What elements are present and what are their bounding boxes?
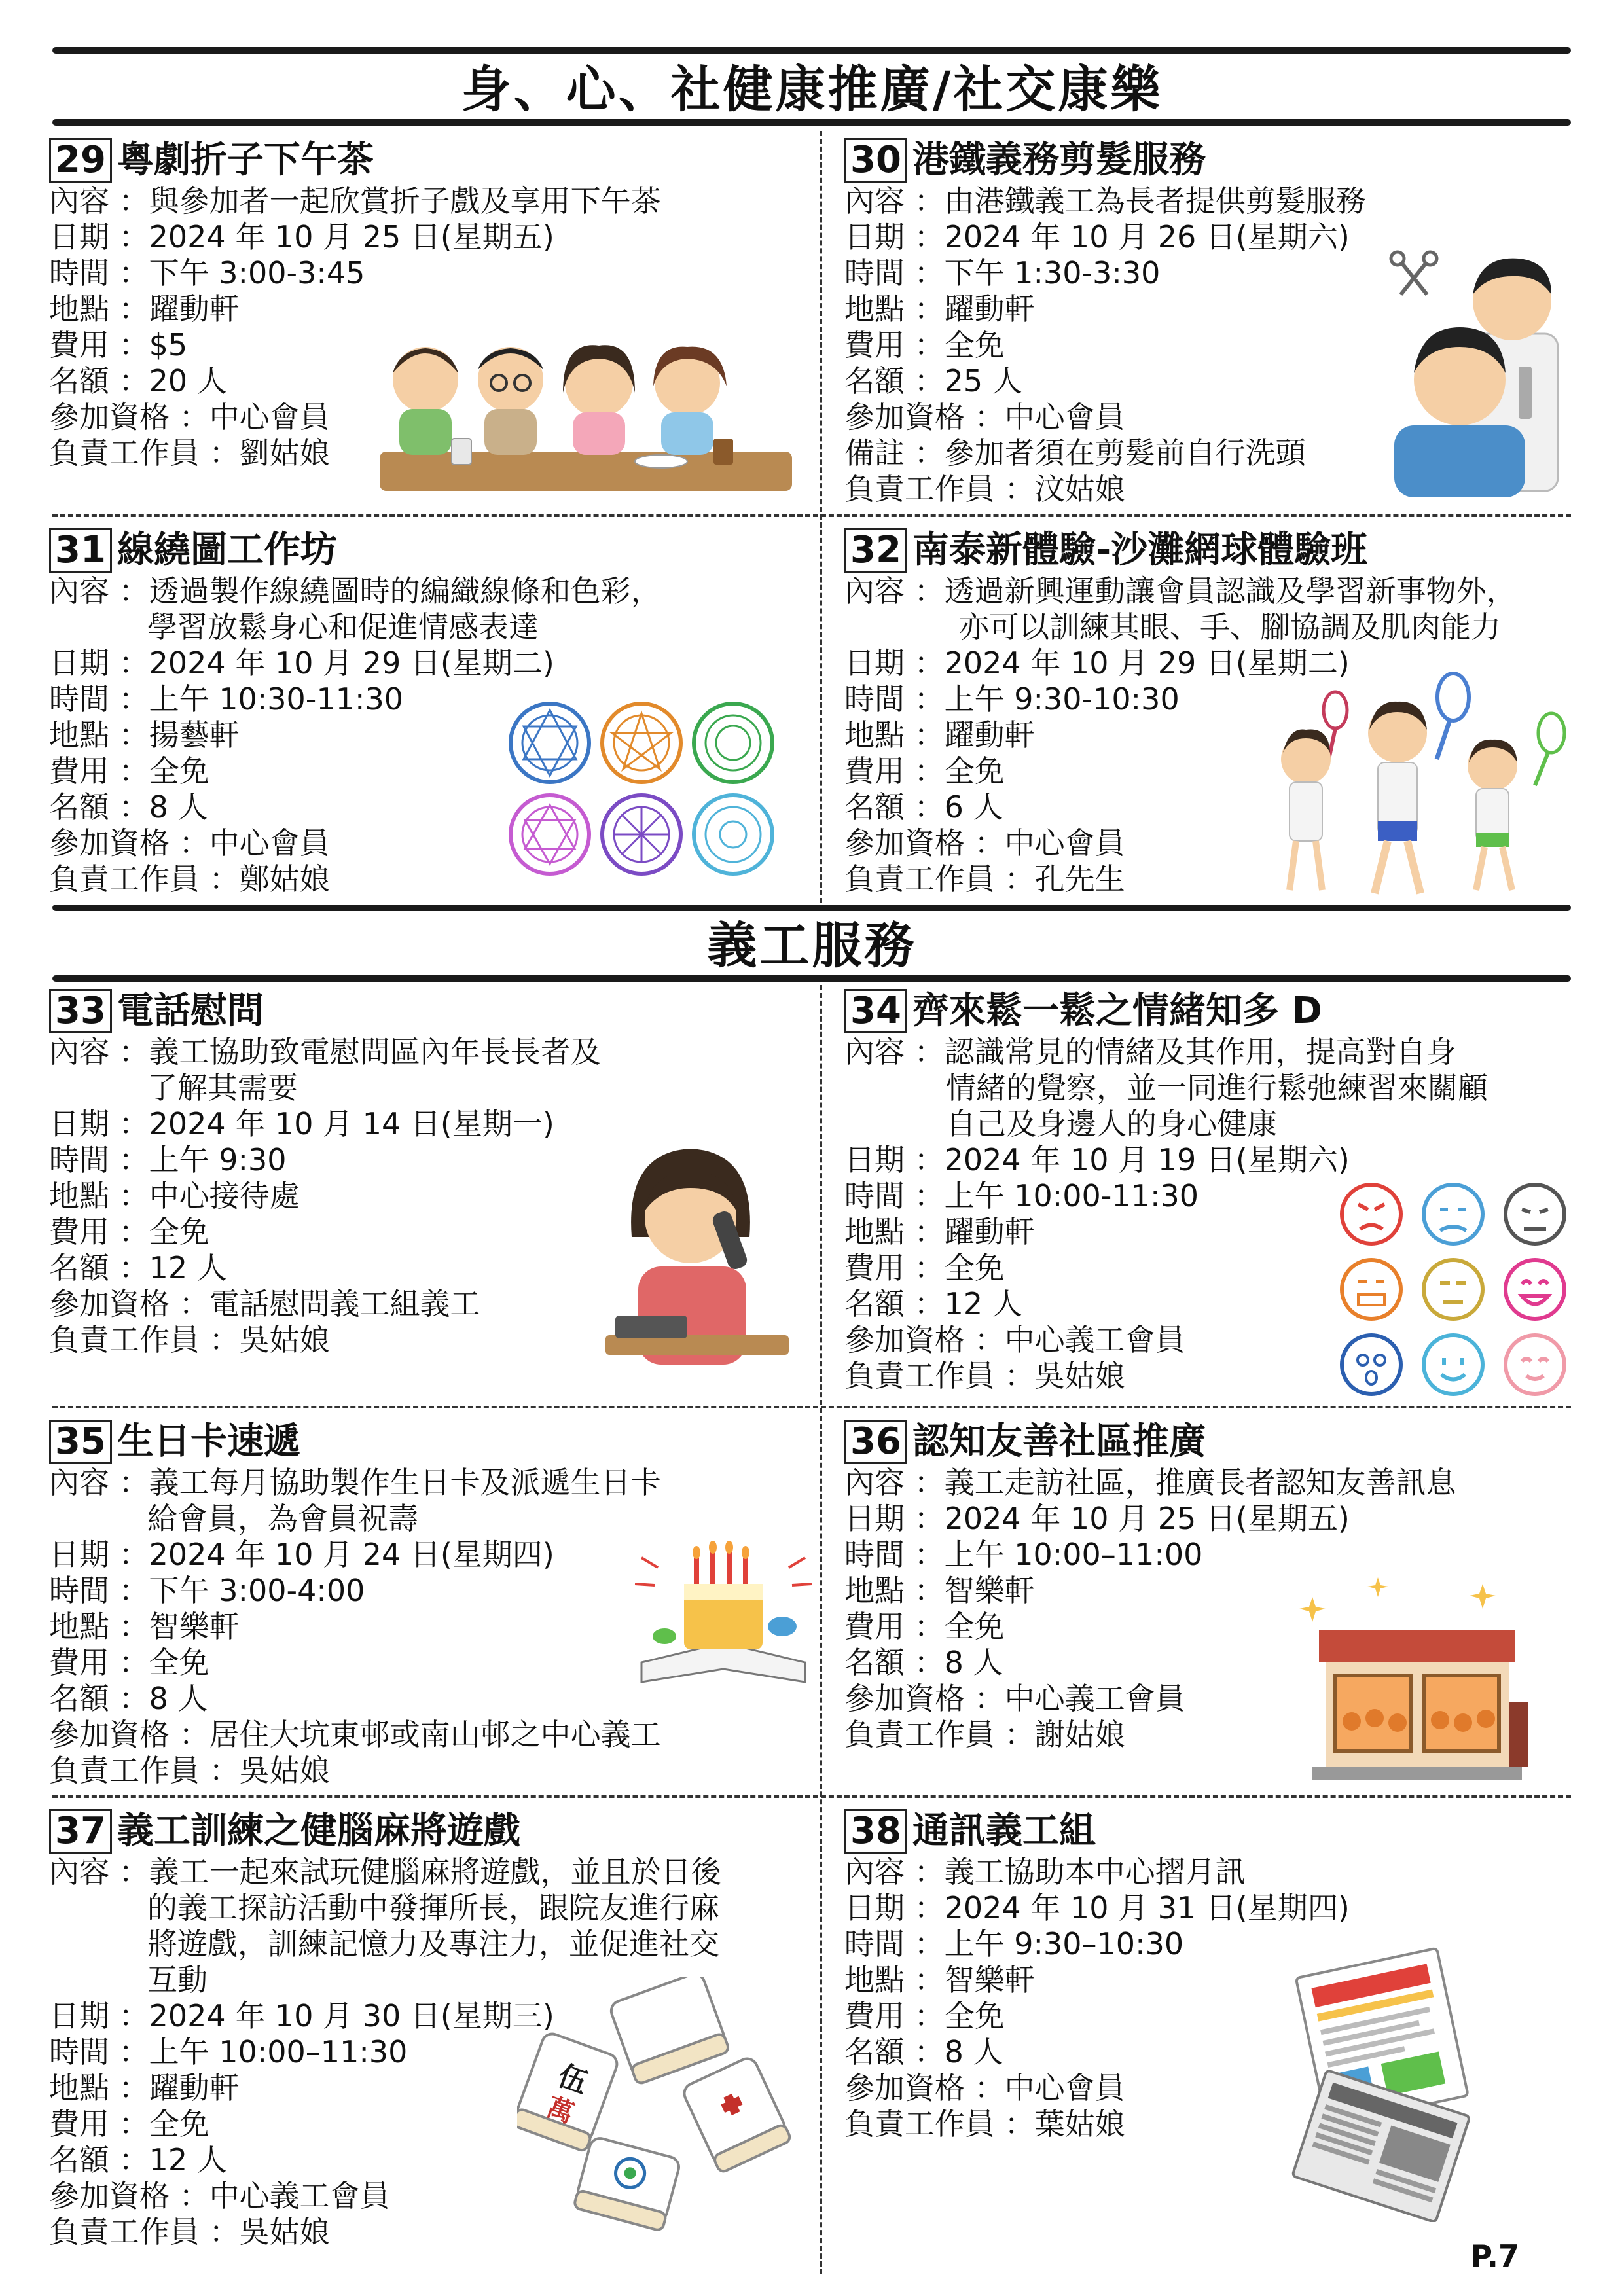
- content-continued: 給會員，為會員祝壽: [147, 1501, 418, 1536]
- activity-heading: [844, 988, 1597, 1034]
- eligibility-value: 中心義工會員: [1004, 1322, 1185, 1357]
- venue-label: 地點 ：: [844, 1962, 945, 1998]
- content-label: 內容 ：: [49, 573, 149, 609]
- fee-label: 費用 ：: [844, 1609, 945, 1644]
- activity-panel-38: [844, 1808, 1597, 2142]
- date-value: 2024 年 10 月 26 日(星期六): [944, 219, 1350, 255]
- fee-label: 費用 ：: [49, 2106, 149, 2142]
- activity-heading: [844, 1808, 1597, 1854]
- content-text: 義工一起來試玩健腦麻將遊戲，並且於日後: [149, 1854, 721, 1890]
- staff-value: 吳姑娘: [239, 1322, 330, 1357]
- time-value: 上午 10:00-11:30: [944, 1178, 1199, 1213]
- fee-value: 全免: [149, 753, 209, 789]
- activity-title: 粵劇折子下午茶: [117, 139, 374, 181]
- content-continued: 的義工探訪活動中發揮所長，跟院友進行麻: [147, 1890, 719, 1926]
- staff-label: 負責工作員 ：: [844, 471, 1035, 507]
- rule-under-volunteer-title: [52, 975, 1571, 982]
- fee-value: 全免: [944, 753, 1005, 789]
- venue-label: 地點 ：: [844, 717, 945, 753]
- time-value: 下午 3:00-3:45: [149, 255, 365, 291]
- date-value: 2024 年 10 月 24 日(星期四): [149, 1537, 554, 1572]
- activity-title: 義工訓練之健腦麻將遊戲: [117, 1810, 520, 1852]
- date-value: 2024 年 10 月 29 日(星期二): [944, 645, 1350, 681]
- rule-under-health-title: [52, 119, 1571, 126]
- time-label: 時間 ：: [844, 1537, 945, 1572]
- date-value: 2024 年 10 月 25 日(星期五): [149, 219, 554, 255]
- quota-label: 名額 ：: [49, 1681, 149, 1716]
- fee-label: 費用 ：: [49, 753, 149, 789]
- activity-title: 認知友善社區推廣: [912, 1420, 1206, 1463]
- date-value: 2024 年 10 月 19 日(星期六): [944, 1142, 1350, 1177]
- fee-label: 費用 ：: [49, 1645, 149, 1680]
- fee-value: 全免: [149, 2106, 209, 2142]
- page-number: P.7: [1470, 2238, 1519, 2274]
- time-value: 上午 10:30-11:30: [149, 681, 403, 717]
- quota-label: 名額 ：: [49, 1250, 149, 1285]
- venue-value: 智樂軒: [944, 1573, 1035, 1608]
- fee-value: 全免: [944, 1250, 1005, 1285]
- staff-label: 負責工作員 ：: [49, 1322, 240, 1357]
- venue-value: 揚藝軒: [149, 717, 240, 753]
- activity-heading: [49, 1419, 815, 1465]
- date-value: 2024 年 10 月 30 日(星期三): [149, 1998, 554, 2034]
- eligibility-label: 參加資格 ：: [49, 1286, 209, 1321]
- venue-label: 地點 ：: [49, 2070, 149, 2106]
- row-divider-3: [52, 1795, 1571, 1798]
- content-continued: 將遊戲，訓練記憶力及專注力，並促進社交: [147, 1926, 719, 1962]
- eligibility-label: 參加資格 ：: [844, 1322, 1005, 1357]
- quota-value: 8 人: [944, 2034, 1003, 2070]
- top-rule: [52, 47, 1571, 54]
- date-label: 日期 ：: [844, 1142, 945, 1177]
- section-title-health: 身、心、社健康推廣/社交康樂: [461, 60, 1163, 118]
- activity-heading: [844, 1419, 1597, 1465]
- content-continued: 了解其需要: [147, 1070, 298, 1105]
- column-divider-bottom: [820, 985, 822, 2274]
- content-label: 內容 ：: [49, 183, 149, 219]
- quota-value: 12 人: [944, 1286, 1022, 1321]
- content-label: 內容 ：: [49, 1034, 149, 1069]
- time-label: 時間 ：: [49, 2034, 149, 2070]
- activity-number: 36: [844, 1420, 907, 1464]
- fee-label: 費用 ：: [844, 1250, 945, 1285]
- date-label: 日期 ：: [844, 1890, 945, 1926]
- quota-label: 名額 ：: [844, 789, 945, 825]
- content-label: 內容 ：: [844, 573, 945, 609]
- venue-value: 智樂軒: [944, 1962, 1035, 1998]
- newsletter-illustration: [1283, 1947, 1479, 2222]
- row-divider-2: [52, 1406, 1571, 1408]
- content-text: 義工協助致電慰問區內年長長者及: [149, 1034, 601, 1069]
- venue-value: 中心接待處: [149, 1178, 300, 1213]
- activity-title: 齊來鬆一鬆之情緒知多 D: [912, 990, 1322, 1032]
- content-continued: 自己及身邊人的身心健康: [946, 1106, 1277, 1141]
- time-value: 上午 10:00–11:00: [944, 1537, 1203, 1572]
- fee-value: $5: [149, 327, 188, 363]
- section-title-volunteer: 義工服務: [707, 916, 917, 975]
- time-label: 時間 ：: [49, 1142, 149, 1177]
- fee-label: 費用 ：: [844, 327, 945, 363]
- haircut-illustration: [1388, 236, 1571, 497]
- date-label: 日期 ：: [49, 219, 149, 255]
- venue-value: 躍動軒: [149, 2070, 240, 2106]
- mahjong-tile-char-1: 伍: [553, 2058, 592, 2100]
- staff-value: 劉姑娘: [239, 435, 330, 471]
- eligibility-value: 中心義工會員: [1004, 1681, 1185, 1716]
- eligibility-label: 參加資格 ：: [49, 399, 209, 435]
- staff-value: 汶姑娘: [1034, 471, 1125, 507]
- quota-value: 12 人: [149, 2142, 227, 2178]
- community-building-illustration: [1299, 1571, 1561, 1787]
- mahjong-tiles-illustration: [517, 1977, 799, 2232]
- content-text: 義工每月協助製作生日卡及派遞生日卡: [149, 1465, 661, 1500]
- quota-label: 名額 ：: [49, 789, 149, 825]
- quota-value: 12 人: [149, 1250, 227, 1285]
- staff-label: 負責工作員 ：: [49, 2214, 240, 2250]
- content-text: 透過製作線繞圖時的編織線條和色彩，: [149, 573, 661, 609]
- quota-value: 25 人: [944, 363, 1022, 399]
- staff-label: 負責工作員 ：: [844, 1717, 1035, 1752]
- venue-label: 地點 ：: [844, 1573, 945, 1608]
- eligibility-label: 參加資格 ：: [49, 2178, 209, 2214]
- activity-number: 29: [49, 138, 112, 183]
- mahjong-tile-char-2: 萬: [543, 2092, 578, 2130]
- activity-heading: [844, 528, 1597, 573]
- quota-value: 8 人: [149, 1681, 208, 1716]
- phone-call-illustration: [599, 1126, 795, 1381]
- content-text: 透過新興運動讓會員認識及學習新事物外，: [944, 573, 1517, 609]
- staff-value: 謝姑娘: [1034, 1717, 1125, 1752]
- time-label: 時間 ：: [844, 1926, 945, 1962]
- fee-label: 費用 ：: [49, 1214, 149, 1249]
- eligibility-label: 參加資格 ：: [844, 2070, 1005, 2106]
- venue-value: 躍動軒: [944, 1214, 1035, 1249]
- date-value: 2024 年 10 月 14 日(星期一): [149, 1106, 554, 1141]
- activity-number: 31: [49, 528, 112, 573]
- content-continued: 情緒的覺察，並一同進行鬆弛練習來關顧: [946, 1070, 1488, 1105]
- venue-label: 地點 ：: [844, 291, 945, 327]
- activity-heading: [49, 1808, 815, 1854]
- time-label: 時間 ：: [49, 255, 149, 291]
- venue-value: 躍動軒: [944, 717, 1035, 753]
- quota-label: 名額 ：: [49, 2142, 149, 2178]
- activity-number: 35: [49, 1420, 112, 1464]
- date-value: 2024 年 10 月 29 日(星期二): [149, 645, 554, 681]
- content-label: 內容 ：: [844, 1854, 945, 1890]
- activity-number: 37: [49, 1809, 112, 1854]
- activity-number: 38: [844, 1809, 907, 1854]
- date-label: 日期 ：: [49, 1537, 149, 1572]
- fee-value: 全免: [149, 1645, 209, 1680]
- date-value: 2024 年 10 月 31 日(星期四): [944, 1890, 1350, 1926]
- column-divider-top: [820, 131, 822, 903]
- fee-value: 全免: [149, 1214, 209, 1249]
- row-divider-1: [52, 514, 1571, 517]
- fee-label: 費用 ：: [844, 753, 945, 789]
- quota-label: 名額 ：: [844, 1645, 945, 1680]
- content-continued: 互動: [147, 1962, 208, 1998]
- time-label: 時間 ：: [49, 1573, 149, 1608]
- content-label: 內容 ：: [49, 1854, 149, 1890]
- eligibility-value: 中心會員: [1004, 825, 1125, 861]
- content-text: 與參加者一起欣賞折子戲及享用下午茶: [149, 183, 661, 219]
- fee-value: 全免: [944, 327, 1005, 363]
- content-label: 內容 ：: [844, 183, 945, 219]
- activity-number: 32: [844, 528, 907, 573]
- eligibility-label: 參加資格 ：: [844, 1681, 1005, 1716]
- activity-heading: [49, 528, 815, 573]
- date-label: 日期 ：: [49, 645, 149, 681]
- date-label: 日期 ：: [844, 645, 945, 681]
- activity-title: 生日卡速遞: [117, 1420, 300, 1463]
- content-text: 義工走訪社區，推廣長者認知友善訊息: [944, 1465, 1456, 1500]
- fee-value: 全免: [944, 1998, 1005, 2034]
- venue-value: 智樂軒: [149, 1609, 240, 1644]
- staff-value: 吳姑娘: [239, 1753, 330, 1788]
- eligibility-value: 電話慰問義工組義工: [209, 1286, 480, 1321]
- staff-value: 吳姑娘: [239, 2214, 330, 2250]
- activity-heading: [49, 988, 815, 1034]
- eligibility-value: 中心會員: [209, 825, 330, 861]
- staff-value: 葉姑娘: [1034, 2106, 1125, 2142]
- quota-label: 名額 ：: [49, 363, 149, 399]
- eligibility-value: 居住大坑東邨或南山邨之中心義工: [209, 1717, 661, 1752]
- eligibility-label: 參加資格 ：: [844, 825, 1005, 861]
- date-label: 日期 ：: [49, 1998, 149, 2034]
- venue-label: 地點 ：: [49, 717, 149, 753]
- time-label: 時間 ：: [844, 1178, 945, 1213]
- staff-label: 負責工作員 ：: [844, 861, 1035, 897]
- eligibility-label: 參加資格 ：: [49, 1717, 209, 1752]
- activity-number: 34: [844, 989, 907, 1033]
- time-value: 下午 3:00-4:00: [149, 1573, 365, 1608]
- quota-label: 名額 ：: [844, 2034, 945, 2070]
- activity-title: 通訊義工組: [912, 1810, 1096, 1852]
- date-label: 日期 ：: [49, 1106, 149, 1141]
- eligibility-value: 中心會員: [1004, 399, 1125, 435]
- date-label: 日期 ：: [844, 1501, 945, 1536]
- date-label: 日期 ：: [844, 219, 945, 255]
- emotion-faces-illustration: [1335, 1178, 1571, 1401]
- staff-label: 負責工作員 ：: [49, 1753, 240, 1788]
- venue-label: 地點 ：: [844, 1214, 945, 1249]
- eligibility-value: 中心義工會員: [209, 2178, 390, 2214]
- quota-value: 20 人: [149, 363, 227, 399]
- content-label: 內容 ：: [49, 1465, 149, 1500]
- activity-heading: [844, 137, 1597, 183]
- quota-value: 6 人: [944, 789, 1003, 825]
- content-text: 義工協助本中心摺月訊: [944, 1854, 1246, 1890]
- remark-label: 備註 ：: [844, 435, 945, 471]
- activity-title: 港鐵義務剪髮服務: [912, 139, 1206, 181]
- eligibility-label: 參加資格 ：: [49, 825, 209, 861]
- string-art-illustration: [504, 697, 779, 880]
- staff-value: 鄭姑娘: [239, 861, 330, 897]
- time-value: 上午 10:00–11:30: [149, 2034, 408, 2070]
- venue-value: 躍動軒: [149, 291, 240, 327]
- birthday-card-illustration: [628, 1512, 818, 1702]
- venue-label: 地點 ：: [49, 291, 149, 327]
- fee-label: 費用 ：: [49, 327, 149, 363]
- activity-heading: [49, 137, 815, 183]
- time-value: 上午 9:30–10:30: [944, 1926, 1184, 1962]
- quota-label: 名額 ：: [844, 363, 945, 399]
- venue-value: 躍動軒: [944, 291, 1035, 327]
- venue-label: 地點 ：: [49, 1178, 149, 1213]
- activity-title: 線繞圖工作坊: [117, 529, 337, 571]
- venue-label: 地點 ：: [49, 1609, 149, 1644]
- time-value: 下午 1:30-3:30: [944, 255, 1161, 291]
- date-value: 2024 年 10 月 25 日(星期五): [944, 1501, 1350, 1536]
- quota-value: 8 人: [149, 789, 208, 825]
- content-text: 由港鐵義工為長者提供剪髮服務: [944, 183, 1366, 219]
- time-label: 時間 ：: [49, 681, 149, 717]
- activity-title: 南泰新體驗-沙灘網球體驗班: [912, 529, 1368, 571]
- staff-value: 吳姑娘: [1034, 1358, 1125, 1393]
- activity-number: 30: [844, 138, 907, 183]
- staff-value: 孔先生: [1034, 861, 1125, 897]
- time-label: 時間 ：: [844, 255, 945, 291]
- rule-above-volunteer-title: [52, 905, 1571, 911]
- quota-label: 名額 ：: [844, 1286, 945, 1321]
- eligibility-label: 參加資格 ：: [844, 399, 1005, 435]
- content-continued: 亦可以訓練其眼、手、腳協調及肌肉能力: [959, 609, 1501, 645]
- fee-value: 全免: [944, 1609, 1005, 1644]
- remark-value: 參加者須在剪髮前自行洗頭: [944, 435, 1306, 471]
- activity-number: 33: [49, 989, 112, 1033]
- tea-party-illustration: [373, 321, 799, 504]
- activity-title: 電話慰問: [117, 990, 264, 1032]
- time-label: 時間 ：: [844, 681, 945, 717]
- staff-label: 負責工作員 ：: [844, 1358, 1035, 1393]
- content-text: 認識常見的情緒及其作用，提高對自身: [944, 1034, 1456, 1069]
- time-value: 上午 9:30: [149, 1142, 287, 1177]
- staff-label: 負責工作員 ：: [49, 861, 240, 897]
- time-value: 上午 9:30-10:30: [944, 681, 1180, 717]
- eligibility-value: 中心會員: [209, 399, 330, 435]
- staff-label: 負責工作員 ：: [49, 435, 240, 471]
- content-label: 內容 ：: [844, 1034, 945, 1069]
- tennis-players-illustration: [1276, 661, 1571, 903]
- quota-value: 8 人: [944, 1645, 1003, 1680]
- content-continued: 學習放鬆身心和促進情感表達: [147, 609, 539, 645]
- fee-label: 費用 ：: [844, 1998, 945, 2034]
- staff-label: 負責工作員 ：: [844, 2106, 1035, 2142]
- content-label: 內容 ：: [844, 1465, 945, 1500]
- eligibility-value: 中心會員: [1004, 2070, 1125, 2106]
